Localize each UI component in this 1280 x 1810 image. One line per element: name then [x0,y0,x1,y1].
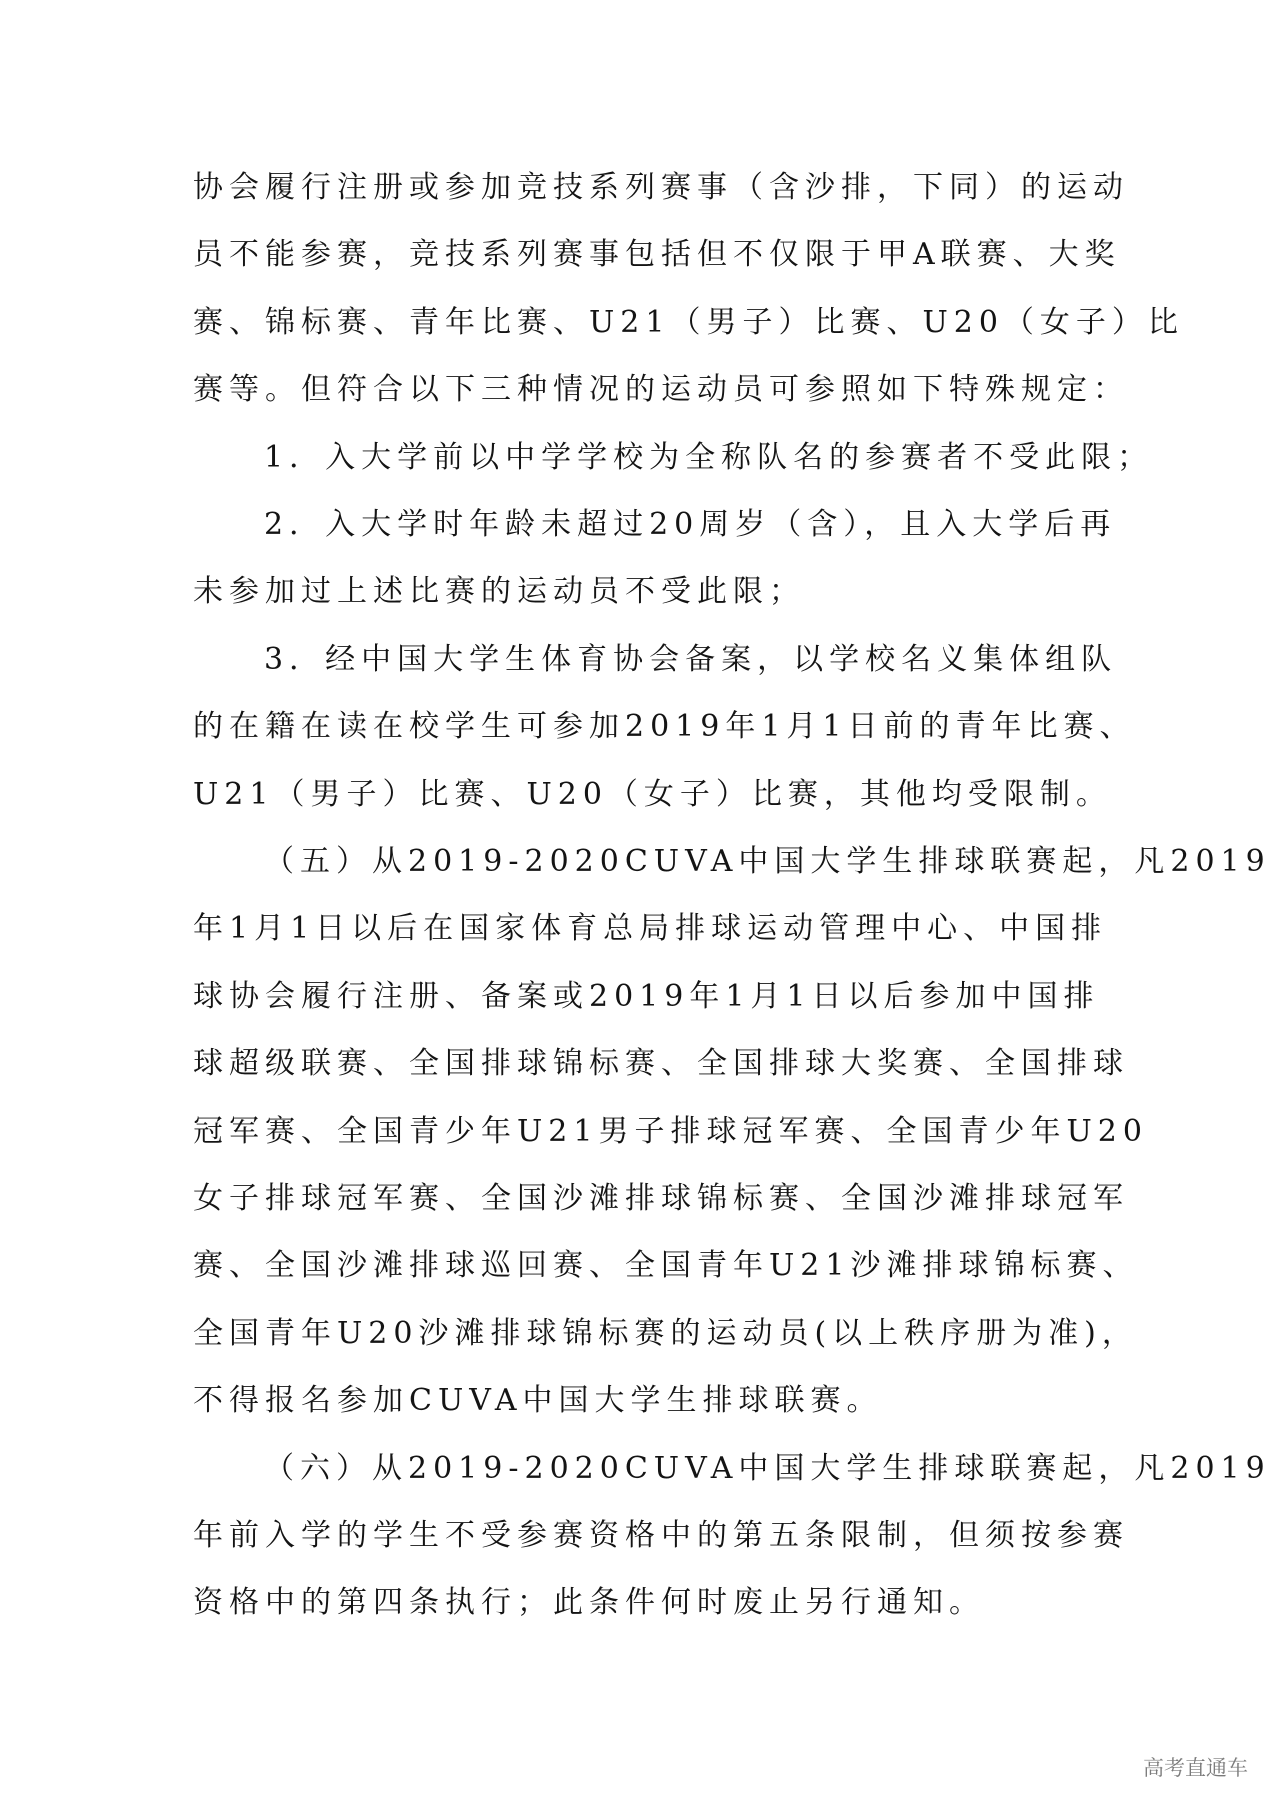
section-6-heading-line: （六）从2019-2020CUVA中国大学生排球联赛起，凡2019 [264,1451,1271,1486]
text-line: 球协会履行注册、备案或2019年1月1日以后参加中国排 [193,979,1100,1014]
text-line: U21（男子）比赛、U20（女子）比赛，其他均受限制。 [193,777,1112,812]
text-line: 年前入学的学生不受参赛资格中的第五条限制，但须按参赛 [193,1518,1129,1553]
text-line: 资格中的第四条执行；此条件何时废止另行通知。 [193,1585,985,1620]
text-line: 赛等。但符合以下三种情况的运动员可参照如下特殊规定： [193,372,1129,407]
text-line: 未参加过上述比赛的运动员不受此限； [193,574,805,609]
text-line: 全国青年U20沙滩排球锦标赛的运动员(以上秩序册为准)， [193,1316,1138,1351]
text-line: 的在籍在读在校学生可参加2019年1月1日前的青年比赛、 [193,709,1136,744]
text-line: 员不能参赛，竞技系列赛事包括但不仅限于甲A联赛、大奖 [193,237,1121,272]
text-line: 赛、锦标赛、青年比赛、U21（男子）比赛、U20（女子）比 [193,305,1184,340]
text-line: 冠军赛、全国青少年U21男子排球冠军赛、全国青少年U20 [193,1114,1148,1149]
list-item-1: 1．入大学前以中学学校为全称队名的参赛者不受此限； [264,440,1154,475]
section-5-heading-line: （五）从2019-2020CUVA中国大学生排球联赛起，凡2019 [264,844,1271,879]
text-line: 协会履行注册或参加竞技系列赛事（含沙排，下同）的运动 [193,170,1129,205]
text-line: 不得报名参加CUVA中国大学生排球联赛。 [193,1383,883,1418]
text-line: 女子排球冠军赛、全国沙滩排球锦标赛、全国沙滩排球冠军 [193,1181,1129,1216]
text-line: 赛、全国沙滩排球巡回赛、全国青年U21沙滩排球锦标赛、 [193,1248,1139,1283]
list-item-3: 3．经中国大学生体育协会备案，以学校名义集体组队 [264,642,1118,677]
text-line: 年1月1日以后在国家体育总局排球运动管理中心、中国排 [193,911,1108,946]
list-item-2: 2．入大学时年龄未超过20周岁（含），且入大学后再 [264,507,1117,542]
text-line: 球超级联赛、全国排球锦标赛、全国排球大奖赛、全国排球 [193,1046,1129,1081]
watermark: 高考直通车 [1143,1756,1248,1780]
